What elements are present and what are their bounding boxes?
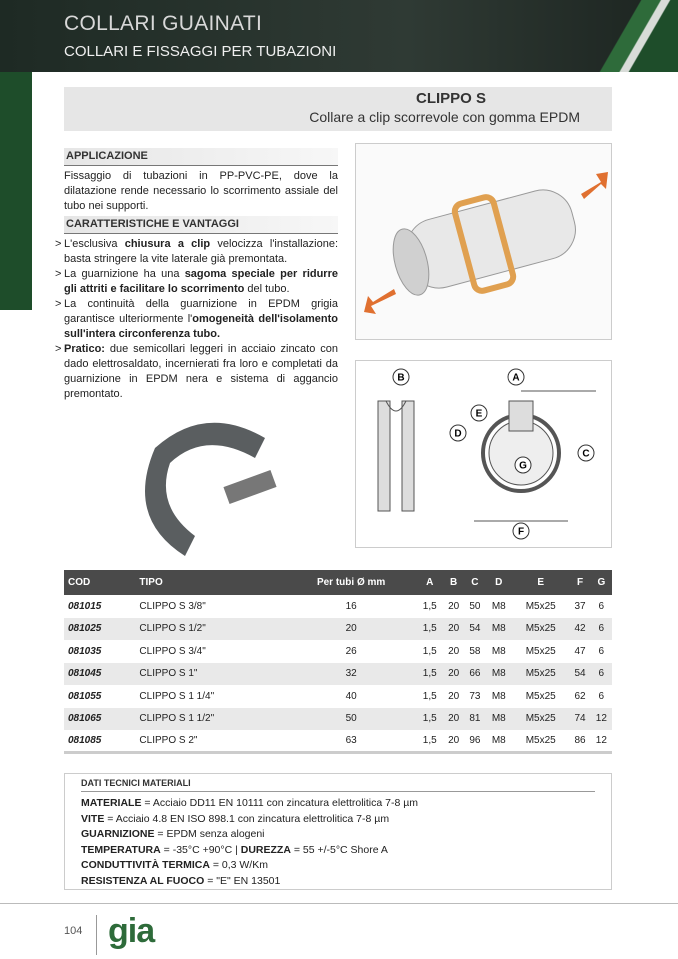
feature-item xyxy=(64,237,338,267)
table-row xyxy=(64,685,612,708)
table-cell: 20 xyxy=(448,600,460,612)
table-cell: 6 xyxy=(598,645,605,657)
table-row xyxy=(64,595,612,618)
table-row xyxy=(64,618,612,641)
category-title: COLLARI GUAINATI xyxy=(64,12,263,35)
table-cell: 20 xyxy=(443,618,464,641)
dimension-label: C xyxy=(582,448,590,460)
dimension-diagram xyxy=(355,360,612,548)
table-cell: 1,5 xyxy=(416,663,443,686)
table-cell: 54 xyxy=(464,618,485,641)
product-table xyxy=(64,570,612,754)
table-cell: M5x25 xyxy=(512,708,569,731)
product-title-box xyxy=(64,87,612,131)
dimension-label: D xyxy=(454,428,462,440)
table-cell: M8 xyxy=(486,618,513,641)
feature-post: velocizza l'installazione: basta stringere la vite laterale già premontata. xyxy=(64,238,339,265)
table-cell: 6 xyxy=(598,600,605,612)
table-cell: 50 xyxy=(286,708,417,731)
arrow-left-icon xyxy=(364,289,396,314)
applicazione-text: Fissaggio di tubazioni in PP-PVC-PE, dove la dilatazione rende necessario lo scorrimento assiale del tubo nei supporti. xyxy=(64,170,338,212)
table-cell: 16 xyxy=(345,600,357,612)
dimension-label: E xyxy=(475,408,483,420)
feature-pre: L'esclusiva xyxy=(64,238,125,250)
table-cell: 86 xyxy=(569,730,590,753)
dimension-label: B xyxy=(397,372,405,384)
table-cell: 42 xyxy=(569,618,590,641)
technical-data-row xyxy=(81,874,595,890)
feature-bold: omogeneità dell'isolamento sull'intera circonferenza tubo. xyxy=(64,313,338,340)
table-cell: 50 xyxy=(469,600,481,612)
table-cell: 63 xyxy=(286,730,417,753)
table-cell: M5x25 xyxy=(525,645,556,657)
table-cell: M5x25 xyxy=(525,600,556,612)
spec-value: = Acciaio DD11 EN 10111 con zincatura elettrolitica 7-8 µm xyxy=(141,797,419,809)
spec-value: = 55 +/-5°C Shore A xyxy=(290,843,388,856)
table-cell: 12 xyxy=(591,708,612,731)
table-cell: 20 xyxy=(448,645,460,657)
product-installation-image xyxy=(355,143,612,340)
column-header: G xyxy=(591,570,612,595)
product-photo xyxy=(115,408,305,560)
feature-pre: La guarnizione ha una xyxy=(64,268,185,280)
table-cell: 20 xyxy=(443,708,464,731)
page-number: 104 xyxy=(64,925,83,937)
table-cell: M8 xyxy=(491,645,506,657)
feature-item xyxy=(64,267,338,297)
table-cell: 1,5 xyxy=(416,708,443,731)
table-cell: 081025 xyxy=(64,618,135,641)
table-cell: M5x25 xyxy=(512,730,569,753)
table-cell: 1,5 xyxy=(422,690,437,702)
table-cell: 20 xyxy=(286,618,417,641)
column-header: B xyxy=(443,570,464,595)
column-header: D xyxy=(486,570,513,595)
table-row xyxy=(64,640,612,663)
table-cell: 37 xyxy=(574,600,586,612)
table-cell: 6 xyxy=(598,690,605,702)
arrow-right-icon xyxy=(581,172,608,199)
column-header: A xyxy=(416,570,443,595)
caratteristiche-section xyxy=(64,216,338,402)
spec-key: MATERIALE xyxy=(81,797,142,809)
table-cell: 20 xyxy=(443,663,464,686)
table-cell: M8 xyxy=(486,730,513,753)
table-cell: 12 xyxy=(591,730,612,753)
table-cell: 081065 xyxy=(64,708,135,731)
column-header: TIPO xyxy=(135,570,285,595)
feature-post: del tubo. xyxy=(244,283,290,295)
technical-data-row xyxy=(81,796,595,812)
technical-data-row xyxy=(81,812,595,828)
table-cell: 47 xyxy=(574,645,586,657)
spec-key: DUREZZA xyxy=(240,843,291,856)
subcategory-title: COLLARI E FISSAGGI PER TUBAZIONI xyxy=(64,43,337,60)
table-cell: 32 xyxy=(286,663,417,686)
table-cell: CLIPPO S 2" xyxy=(135,730,285,753)
table-cell: 081085 xyxy=(64,730,135,753)
technical-data-heading: DATI TECNICI MATERIALI xyxy=(81,778,595,792)
dimension-label: A xyxy=(512,372,520,384)
spec-value: = 0,3 W/Km xyxy=(209,859,268,871)
feature-bold: Pratico: xyxy=(64,343,105,355)
brand-logo: gia xyxy=(108,912,155,950)
table-cell: M8 xyxy=(491,600,506,612)
table-cell: M5x25 xyxy=(525,690,556,702)
table-cell: 62 xyxy=(574,690,586,702)
table-cell: M5x25 xyxy=(512,618,569,641)
table-cell: 58 xyxy=(469,645,481,657)
table-cell: 1,5 xyxy=(422,600,437,612)
table-cell: CLIPPO S 1 1/2" xyxy=(135,708,285,731)
table-cell: M8 xyxy=(486,708,513,731)
feature-item xyxy=(64,342,338,402)
applicazione-section xyxy=(64,148,338,214)
feature-list xyxy=(64,237,338,402)
column-header: E xyxy=(512,570,569,595)
technical-data-row xyxy=(81,858,595,874)
table-cell: M8 xyxy=(486,663,513,686)
table-cell: 6 xyxy=(591,663,612,686)
feature-bold: sagoma speciale per ridurre gli attriti e facilitare lo scorrimento xyxy=(64,268,338,295)
technical-data-row xyxy=(81,843,595,859)
table-header-row xyxy=(64,570,612,595)
table-cell: CLIPPO S 1" xyxy=(135,663,285,686)
table-cell: 1,5 xyxy=(422,645,437,657)
technical-data-box xyxy=(64,773,612,890)
page-header xyxy=(0,0,678,72)
dimension-label: F xyxy=(517,526,525,538)
table-cell: 081055 xyxy=(68,690,102,702)
table-cell: 081035 xyxy=(68,645,102,657)
column-header: F xyxy=(569,570,590,595)
dimension-label: G xyxy=(519,460,527,472)
table-cell: CLIPPO S 1/2" xyxy=(135,618,285,641)
footer-divider xyxy=(0,903,678,904)
table-cell: 40 xyxy=(345,690,357,702)
feature-post: due semicollari leggeri in acciaio zincato con dado elettrosaldato, incernierati fra loro e completati da guarnizione in EPDM nera e sistema di aggancio premontato. xyxy=(64,343,338,400)
table-cell: 20 xyxy=(443,730,464,753)
table-cell: M5x25 xyxy=(512,663,569,686)
table-cell: 74 xyxy=(569,708,590,731)
table-row xyxy=(64,663,612,686)
table-cell: CLIPPO S 3/8" xyxy=(139,600,206,612)
table-cell: 20 xyxy=(448,690,460,702)
table-cell: 1,5 xyxy=(416,618,443,641)
table-cell: 54 xyxy=(569,663,590,686)
spec-value: = -35°C +90°C | xyxy=(160,843,241,856)
spec-key: GUARNIZIONE xyxy=(81,828,155,840)
table-cell: CLIPPO S 3/4" xyxy=(139,645,206,657)
table-row xyxy=(64,708,612,731)
feature-pre: La continuità della guarnizione in EPDM grigia garantisce ulteriormente l' xyxy=(64,298,338,325)
product-subtitle: Collare a clip scorrevole con gomma EPDM xyxy=(309,109,580,125)
spec-key: RESISTENZA AL FUOCO xyxy=(81,874,205,887)
table-cell: 73 xyxy=(469,690,481,702)
spec-value: = "E" EN 13501 xyxy=(204,874,281,887)
table-cell: 1,5 xyxy=(416,730,443,753)
table-cell: 26 xyxy=(345,645,357,657)
spec-value: = EPDM senza alogeni xyxy=(154,828,265,840)
column-header: Per tubi Ø mm xyxy=(286,570,417,595)
spec-key: TEMPERATURA xyxy=(81,843,161,856)
product-name: CLIPPO S xyxy=(415,90,486,107)
table-cell: M8 xyxy=(491,690,506,702)
table-cell: 081045 xyxy=(64,663,135,686)
applicazione-heading: APPLICAZIONE xyxy=(64,148,338,166)
technical-data-row xyxy=(81,827,595,843)
table-cell: CLIPPO S 1 1/4" xyxy=(139,690,215,702)
spec-key: CONDUTTIVITÀ TERMICA xyxy=(81,859,210,871)
spec-key: VITE xyxy=(81,812,105,825)
footer-separator xyxy=(96,915,97,955)
table-cell: 081015 xyxy=(68,600,102,612)
table-cell: 6 xyxy=(591,618,612,641)
table-cell: 81 xyxy=(464,708,485,731)
table-cell: 66 xyxy=(464,663,485,686)
column-header: C xyxy=(464,570,485,595)
spec-value: = Acciaio 4.8 EN ISO 898.1 con zincatura elettrolitica 7-8 µm xyxy=(104,812,390,825)
table-row xyxy=(64,730,612,753)
column-header: COD xyxy=(64,570,135,595)
feature-bold: chiusura a clip xyxy=(124,238,211,250)
header-decoration xyxy=(588,0,678,72)
caratteristiche-heading: CARATTERISTICHE E VANTAGGI xyxy=(64,216,338,234)
table-cell: 96 xyxy=(464,730,485,753)
feature-item xyxy=(64,297,338,342)
